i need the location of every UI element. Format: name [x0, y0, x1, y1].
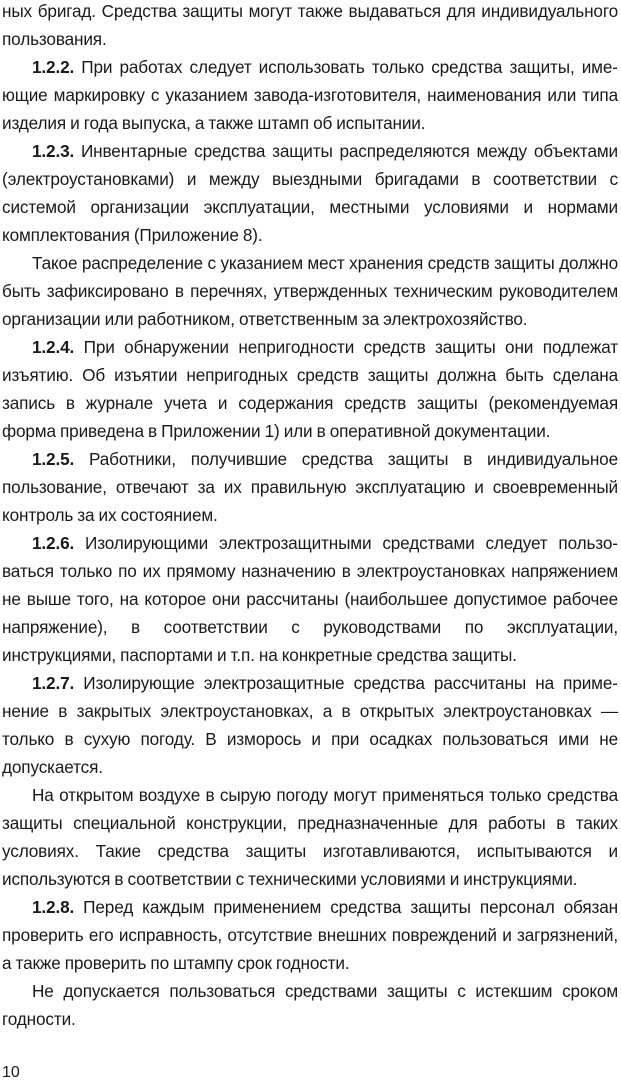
- paragraph-outdoor: [2, 781, 618, 893]
- paragraph-text: Изолирующие электрозащитные средства рассчитаны на применение в закрытых электроустановках, а в открытых электроустановках — только в сухую погоду. В изморось и при осадках пользоваться ими не допускается.: [2, 673, 618, 777]
- paragraph-1-2-6: [2, 529, 618, 669]
- paragraph-text: Такое распределение с указанием мест хранения средств защиты должно быть зафиксировано в перечнях, утвержденных техническим руководителем организации или работником, ответственным за электрохозяйство.: [2, 253, 618, 329]
- paragraph-text: На открытом воздухе в сырую погоду могут применяться только средства защиты специальной конструкции, предназначенные для работы в таких условиях. Такие средства защиты изготавливаются, испытываются и используются в соответствии с техническими условиями и инструкциями.: [2, 785, 618, 889]
- paragraph-text: ных бригад. Средства защиты могут также выдаваться для индивидуального пользования.: [2, 1, 618, 49]
- clause-number: 1.2.6.: [32, 533, 75, 553]
- clause-number: 1.2.8.: [32, 897, 75, 917]
- paragraph-text: При обнаружении непригодности средств защиты они подлежат изъятию. Об изъятии непригодных средств защиты должна быть сделана запись в журнале учета и содержания средств защиты (рекомендуемая форма приведена в Приложении 1) или в оперативной документации.: [2, 337, 618, 441]
- paragraph-expired: [2, 977, 618, 1033]
- paragraph-1-2-4: [2, 333, 618, 445]
- paragraph-continuation: [2, 0, 618, 53]
- paragraph-text: Не допускается пользоваться средствами защиты с истекшим сроком годности.: [2, 981, 618, 1029]
- paragraph-1-2-5: [2, 445, 618, 529]
- paragraph-text: Работники, получившие средства защиты в индивидуальное пользование, отвечают за их правильную эксплуатацию и своевременный контроль за их состоянием.: [2, 449, 618, 525]
- paragraph-text: Перед каждым применением средства защиты персонал обязан проверить его исправность, отсутствие внешних повреждений и загрязнений, а также проверить по штампу срок годности.: [2, 897, 618, 973]
- clause-number: 1.2.7.: [32, 673, 75, 693]
- clause-number: 1.2.5.: [32, 449, 75, 469]
- paragraph-distribution: [2, 249, 618, 333]
- paragraph-1-2-3: [2, 137, 618, 249]
- clause-number: 1.2.4.: [32, 337, 75, 357]
- paragraph-1-2-8: [2, 893, 618, 977]
- paragraph-text: Изолирующими электрозащитными средствами следует пользоваться только по их прямому назначению в электроустановках напряжением не выше того, на которое они рассчитаны (наибольшее допустимое рабочее напряжение), в соответствии с руководствами по эксплуатации, инструкциями, паспортами и т.п. на конкретные средства защиты.: [2, 533, 618, 665]
- clause-number: 1.2.3.: [32, 141, 75, 161]
- paragraph-1-2-2: [2, 53, 618, 137]
- paragraph-text: Инвентарные средства защиты распределяются между объектами (электроустановками) и между выездными бригадами в соответствии с системой организации эксплуатации, местными условиями и нормами комплектования (Приложение 8).: [2, 141, 618, 245]
- paragraph-1-2-7: [2, 669, 618, 781]
- page-number: 10: [2, 1064, 20, 1081]
- paragraph-text: При работах следует использовать только средства защиты, имеющие маркировку с указанием завода-изготовителя, наименования или типа изделия и года выпуска, а также штамп об испытании.: [2, 57, 618, 133]
- page-body: [2, 0, 618, 1033]
- clause-number: 1.2.2.: [32, 57, 75, 77]
